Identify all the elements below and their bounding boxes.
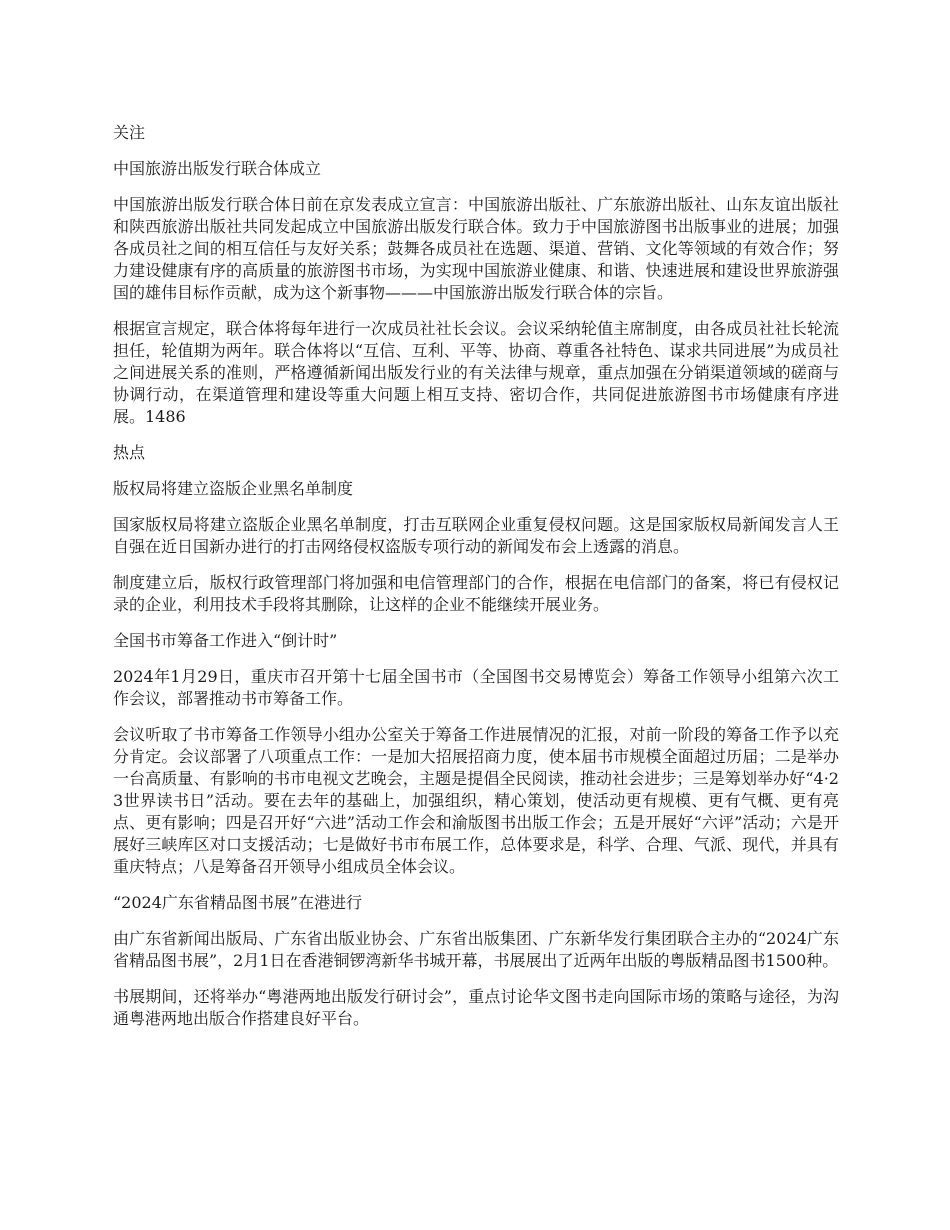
paragraph: 国家版权局将建立盗版企业黑名单制度，打击互联网企业重复侵权问题。这是国家版权局新闻发言人王自强在近日国新办进行的打击网络侵权盗版专项行动的新闻发布会上透露的消息。 bbox=[113, 515, 839, 556]
section-label-focus: 关注 bbox=[113, 123, 146, 142]
article-title-piracy-blacklist: 版权局将建立盗版企业黑名单制度 bbox=[113, 479, 354, 498]
paragraph: 制度建立后，版权行政管理部门将加强和电信管理部门的合作，根据在电信部门的备案，将已有侵权记录的企业，利用技术手段将其删除，让这样的企业不能继续开展业务。 bbox=[113, 573, 839, 614]
article-title-book-fair: 全国书市筹备工作进入“倒计时” bbox=[113, 631, 338, 650]
article-title-guangdong-exhibition: “2024广东省精品图书展”在港进行 bbox=[113, 893, 363, 912]
paragraph: 会议听取了书市筹备工作领导小组办公室关于筹备工作进展情况的汇报，对前一阶段的筹备工作予以充分肯定。会议部署了八项重点工作：一是加大招展招商力度，使本届书市规模全面超过历届；二是举办一台高质量、有影响的书市电视文艺晚会，主题是提倡全民阅读，推动社会进步；三是筹划举办好“4·23世界读书日”活动。要在去年的基础上，加强组织，精心策划，使活动更有规模、更有气概、更有亮点、更有影响；四是召开好“六进”活动工作会和渝版图书出版工作会；五是开展好“六评”活动；六是开展好三峡库区对口支援活动；七是做好书市布展工作，总体要求是，科学、合理、气派、现代，并具有重庆特点；八是筹备召开领导小组成员全体会议。 bbox=[113, 725, 839, 876]
article-title-tourism-union: 中国旅游出版发行联合体成立 bbox=[113, 159, 322, 178]
paragraph: 由广东省新闻出版局、广东省出版业协会、广东省出版集团、广东新华发行集团联合主办的“2024广东省精品图书展”，2月1日在香港铜锣湾新华书城开幕，书展展出了近两年出版的粤版精品图书1500种。 bbox=[113, 929, 839, 970]
paragraph: 书展期间，还将举办“粤港两地出版发行研讨会”，重点讨论华文图书走向国际市场的策略与途径，为沟通粤港两地出版合作搭建良好平台。 bbox=[113, 987, 839, 1028]
section-label-hotspot: 热点 bbox=[113, 443, 146, 462]
document-page bbox=[113, 122, 839, 1044]
paragraph: 2024年1月29日，重庆市召开第十七届全国书市（全国图书交易博览会）筹备工作领导小组第六次工作会议，部署推动书市筹备工作。 bbox=[113, 667, 839, 708]
paragraph: 中国旅游出版发行联合体日前在京发表成立宣言：中国旅游出版社、广东旅游出版社、山东友谊出版社和陕西旅游出版社共同发起成立中国旅游出版发行联合体。致力于中国旅游图书出版事业的进展；加强各成员社之间的相互信任与友好关系；鼓舞各成员社在选题、渠道、营销、文化等领域的有效合作；努力建设健康有序的高质量的旅游图书市场，为实现中国旅游业健康、和谐、快速进展和建设世界旅游强国的雄伟目标作贡献，成为这个新事物———中国旅游出版发行联合体的宗旨。 bbox=[113, 195, 839, 302]
paragraph: 根据宣言规定，联合体将每年进行一次成员社社长会议。会议采纳轮值主席制度，由各成员社社长轮流担任，轮值期为两年。联合体将以“互信、互利、平等、协商、尊重各社特色、谋求共同进展”为成员社之间进展关系的准则，严格遵循新闻出版发行业的有关法律与规章，重点加强在分销渠道领域的磋商与协调行动，在渠道管理和建设等重大问题上相互支持、密切合作，共同促进旅游图书市场健康有序进展。1486 bbox=[113, 319, 839, 426]
